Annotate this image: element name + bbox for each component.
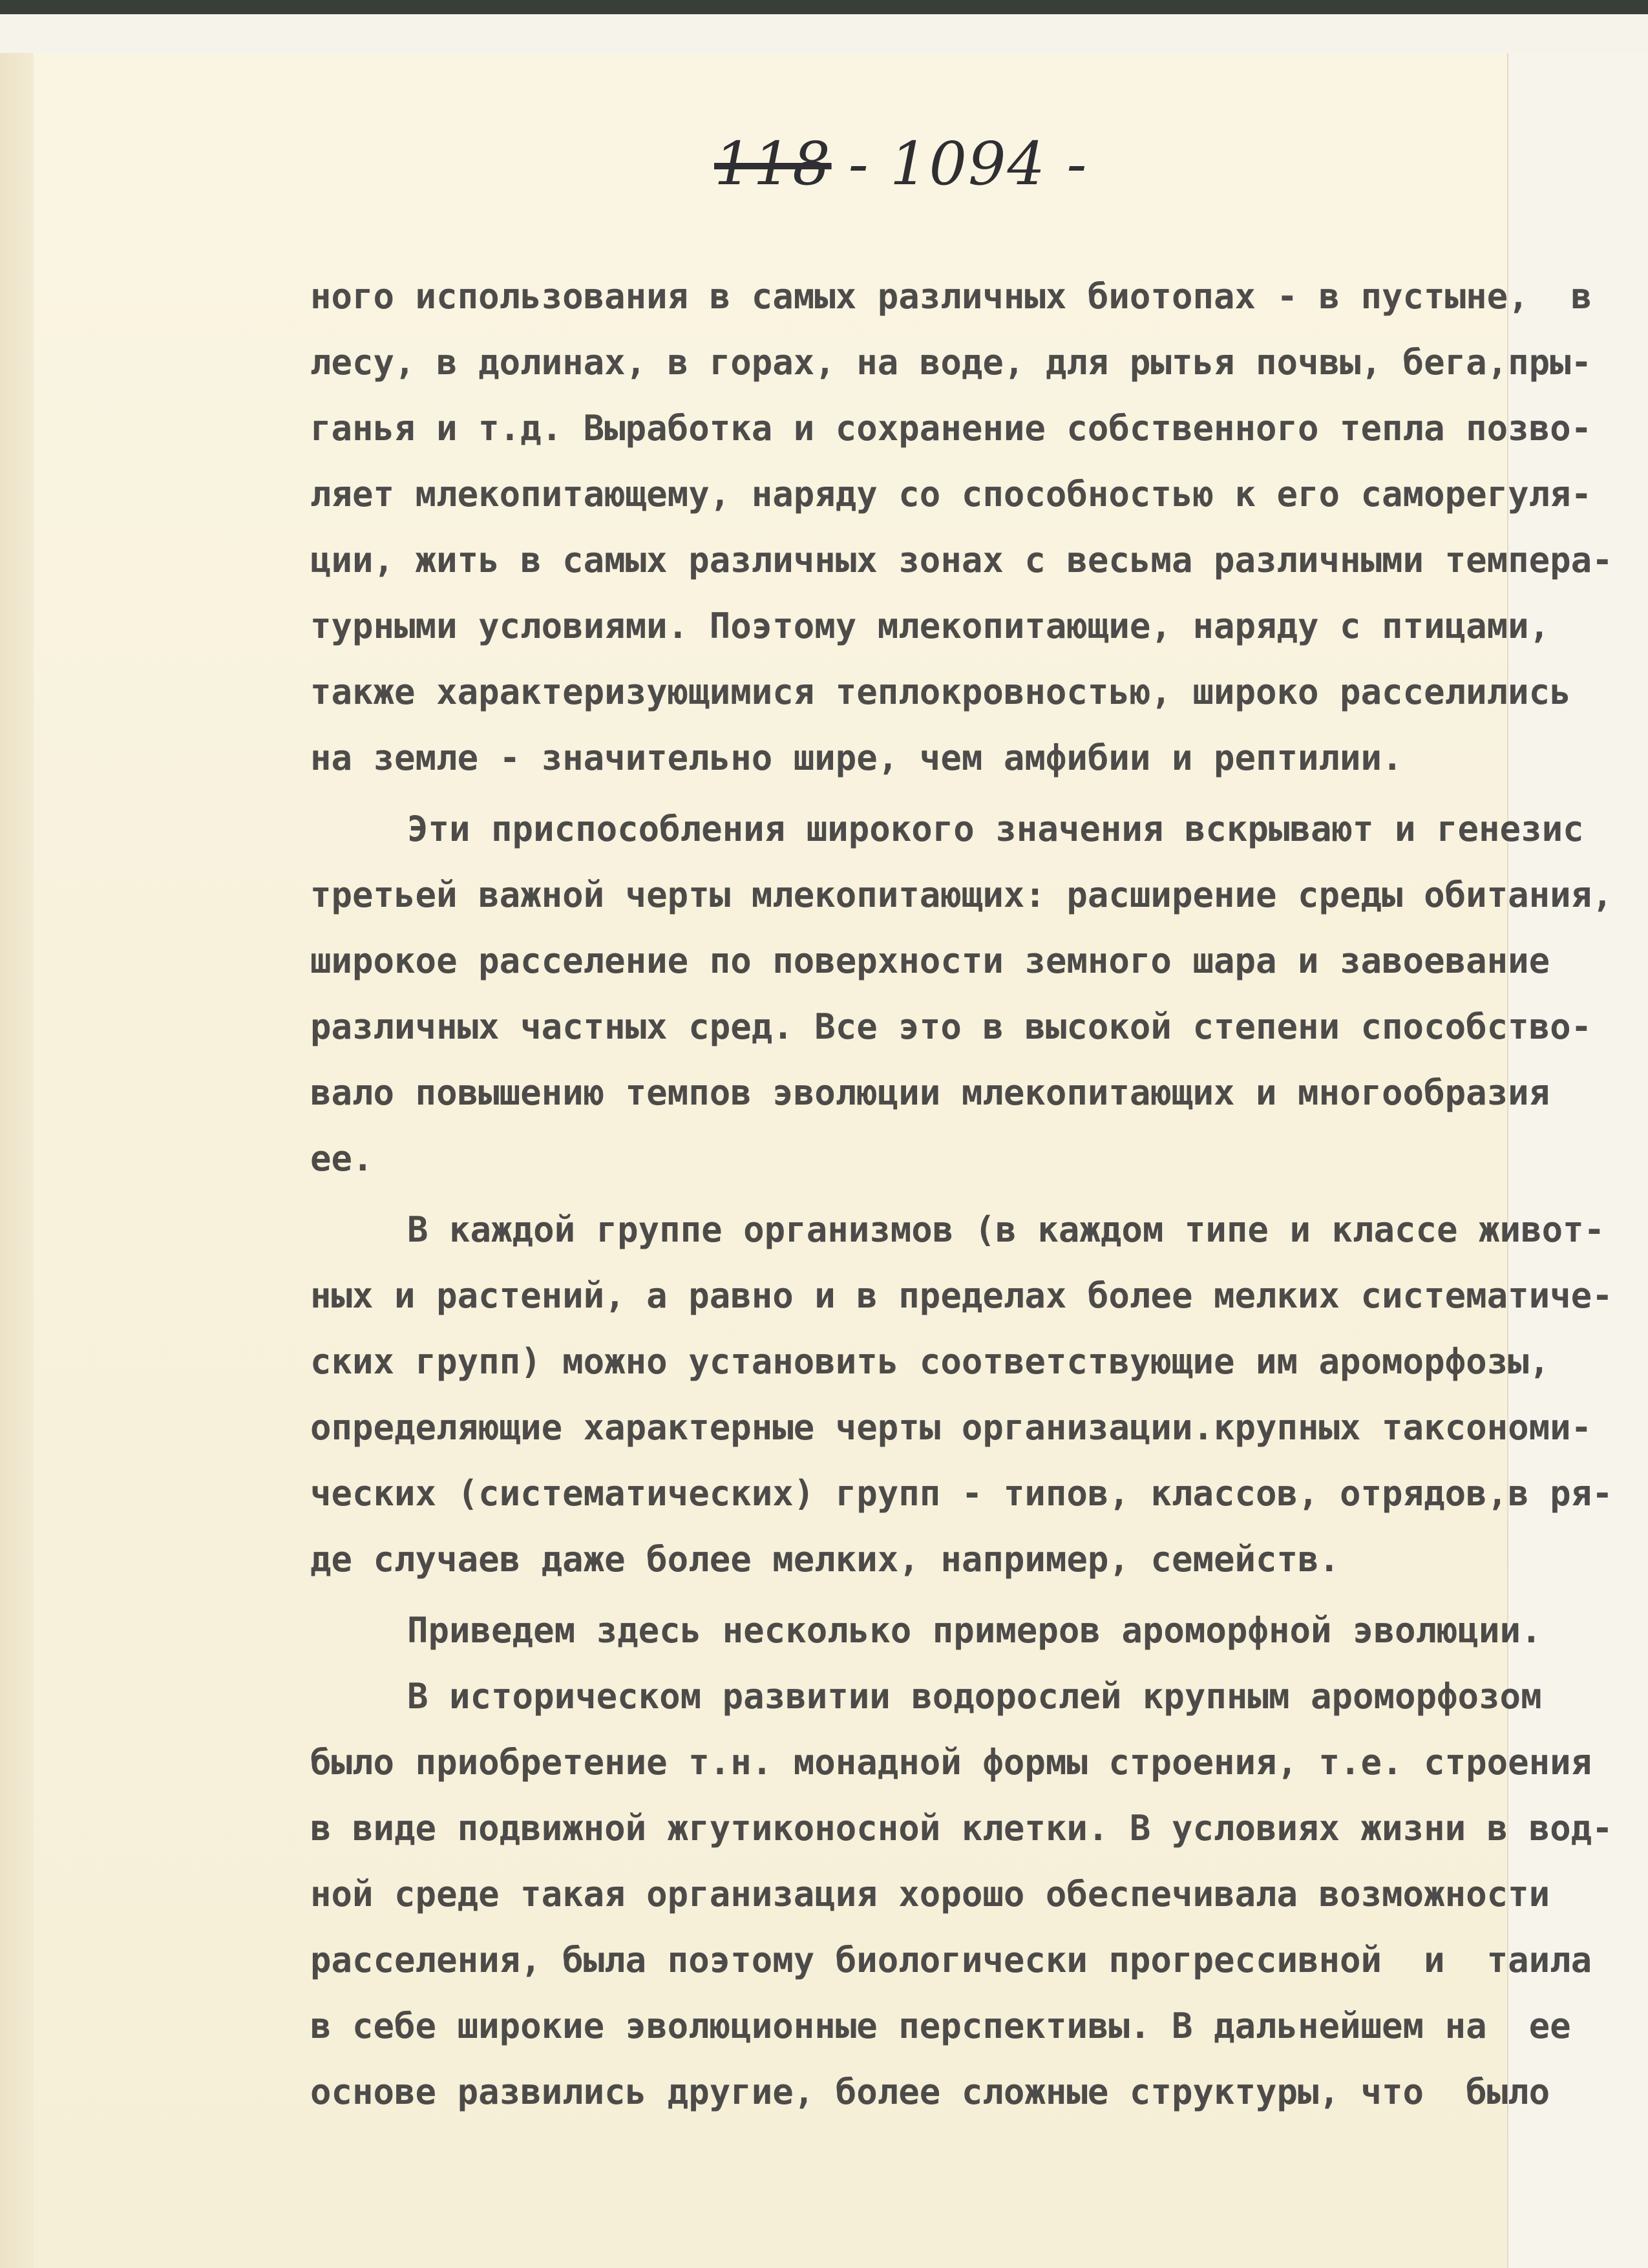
text-line: в себе широкие эволюционные перспективы. В дальнейшем на ее: [310, 2006, 1571, 2046]
struck-page-number: 118: [714, 129, 832, 198]
text-line: на земле - значительно шире, чем амфибии и рептилии.: [310, 737, 1403, 778]
text-line: Приведем здесь несколько примеров ароморфной эволюции.: [407, 1610, 1542, 1651]
text-line: ных и растений, а равно и в пределах более мелких систематиче-: [310, 1275, 1613, 1316]
text-line: основе развились другие, более сложные структуры, что было: [310, 2072, 1550, 2112]
text-line: различных частных сред. Все это в высокой степени способство-: [310, 1006, 1592, 1047]
text-line: широкое расселение по поверхности земного шара и завоевание: [310, 940, 1550, 981]
text-line: ее.: [310, 1138, 374, 1179]
text-line: ного использования в самых различных биотопах - в пустыне, в: [310, 276, 1592, 317]
handwritten-page-number: - 1094 -: [848, 129, 1088, 198]
text-line: ной среде такая организация хорошо обеспечивала возможности: [310, 1874, 1550, 1914]
scanner-background: [0, 14, 1648, 53]
typewritten-text: [310, 264, 1613, 2125]
text-line: было приобретение т.н. монадной формы строения, т.е. строения: [310, 1742, 1592, 1783]
text-line: также характеризующимися теплокровностью, широко расселились: [310, 672, 1571, 712]
text-line: определяющие характерные черты организации.крупных таксономи-: [310, 1407, 1592, 1448]
text-line: ганья и т.д. Выработка и сохранение собственного тепла позво-: [310, 408, 1592, 449]
text-line: вало повышению темпов эволюции млекопитающих и многообразия: [310, 1072, 1550, 1113]
text-line: ции, жить в самых различных зонах с весьма различными темпера-: [310, 540, 1613, 580]
text-line: де случаев даже более мелких, например, семейств.: [310, 1539, 1340, 1580]
scanner-top-edge: [0, 0, 1648, 14]
text-line: в виде подвижной жгутиконосной клетки. В условиях жизни в вод-: [310, 1808, 1613, 1849]
text-line: Эти приспособления широкого значения вскрывают и генезис: [407, 809, 1584, 849]
text-line: В каждой группе организмов (в каждом типе и классе живот-: [407, 1209, 1605, 1250]
text-line: В историческом развитии водорослей крупным ароморфозом: [407, 1676, 1542, 1717]
page-number: [714, 129, 1089, 220]
page-left-shadow: [0, 53, 39, 2268]
text-line: ляет млекопитающему, наряду со способностью к его саморегуля-: [310, 474, 1592, 514]
text-line: ческих (систематических) групп - типов, классов, отрядов,в ря-: [310, 1473, 1613, 1514]
text-line: лесу, в долинах, в горах, на воде, для рытья почвы, бега,пры-: [310, 342, 1592, 383]
text-line: турными условиями. Поэтому млекопитающие, наряду с птицами,: [310, 606, 1550, 646]
text-line: третьей важной черты млекопитающих: расширение среды обитания,: [310, 874, 1613, 915]
text-line: расселения, была поэтому биологически прогрессивной и таила: [310, 1940, 1592, 1980]
text-line: ских групп) можно установить соответствующие им ароморфозы,: [310, 1341, 1550, 1382]
